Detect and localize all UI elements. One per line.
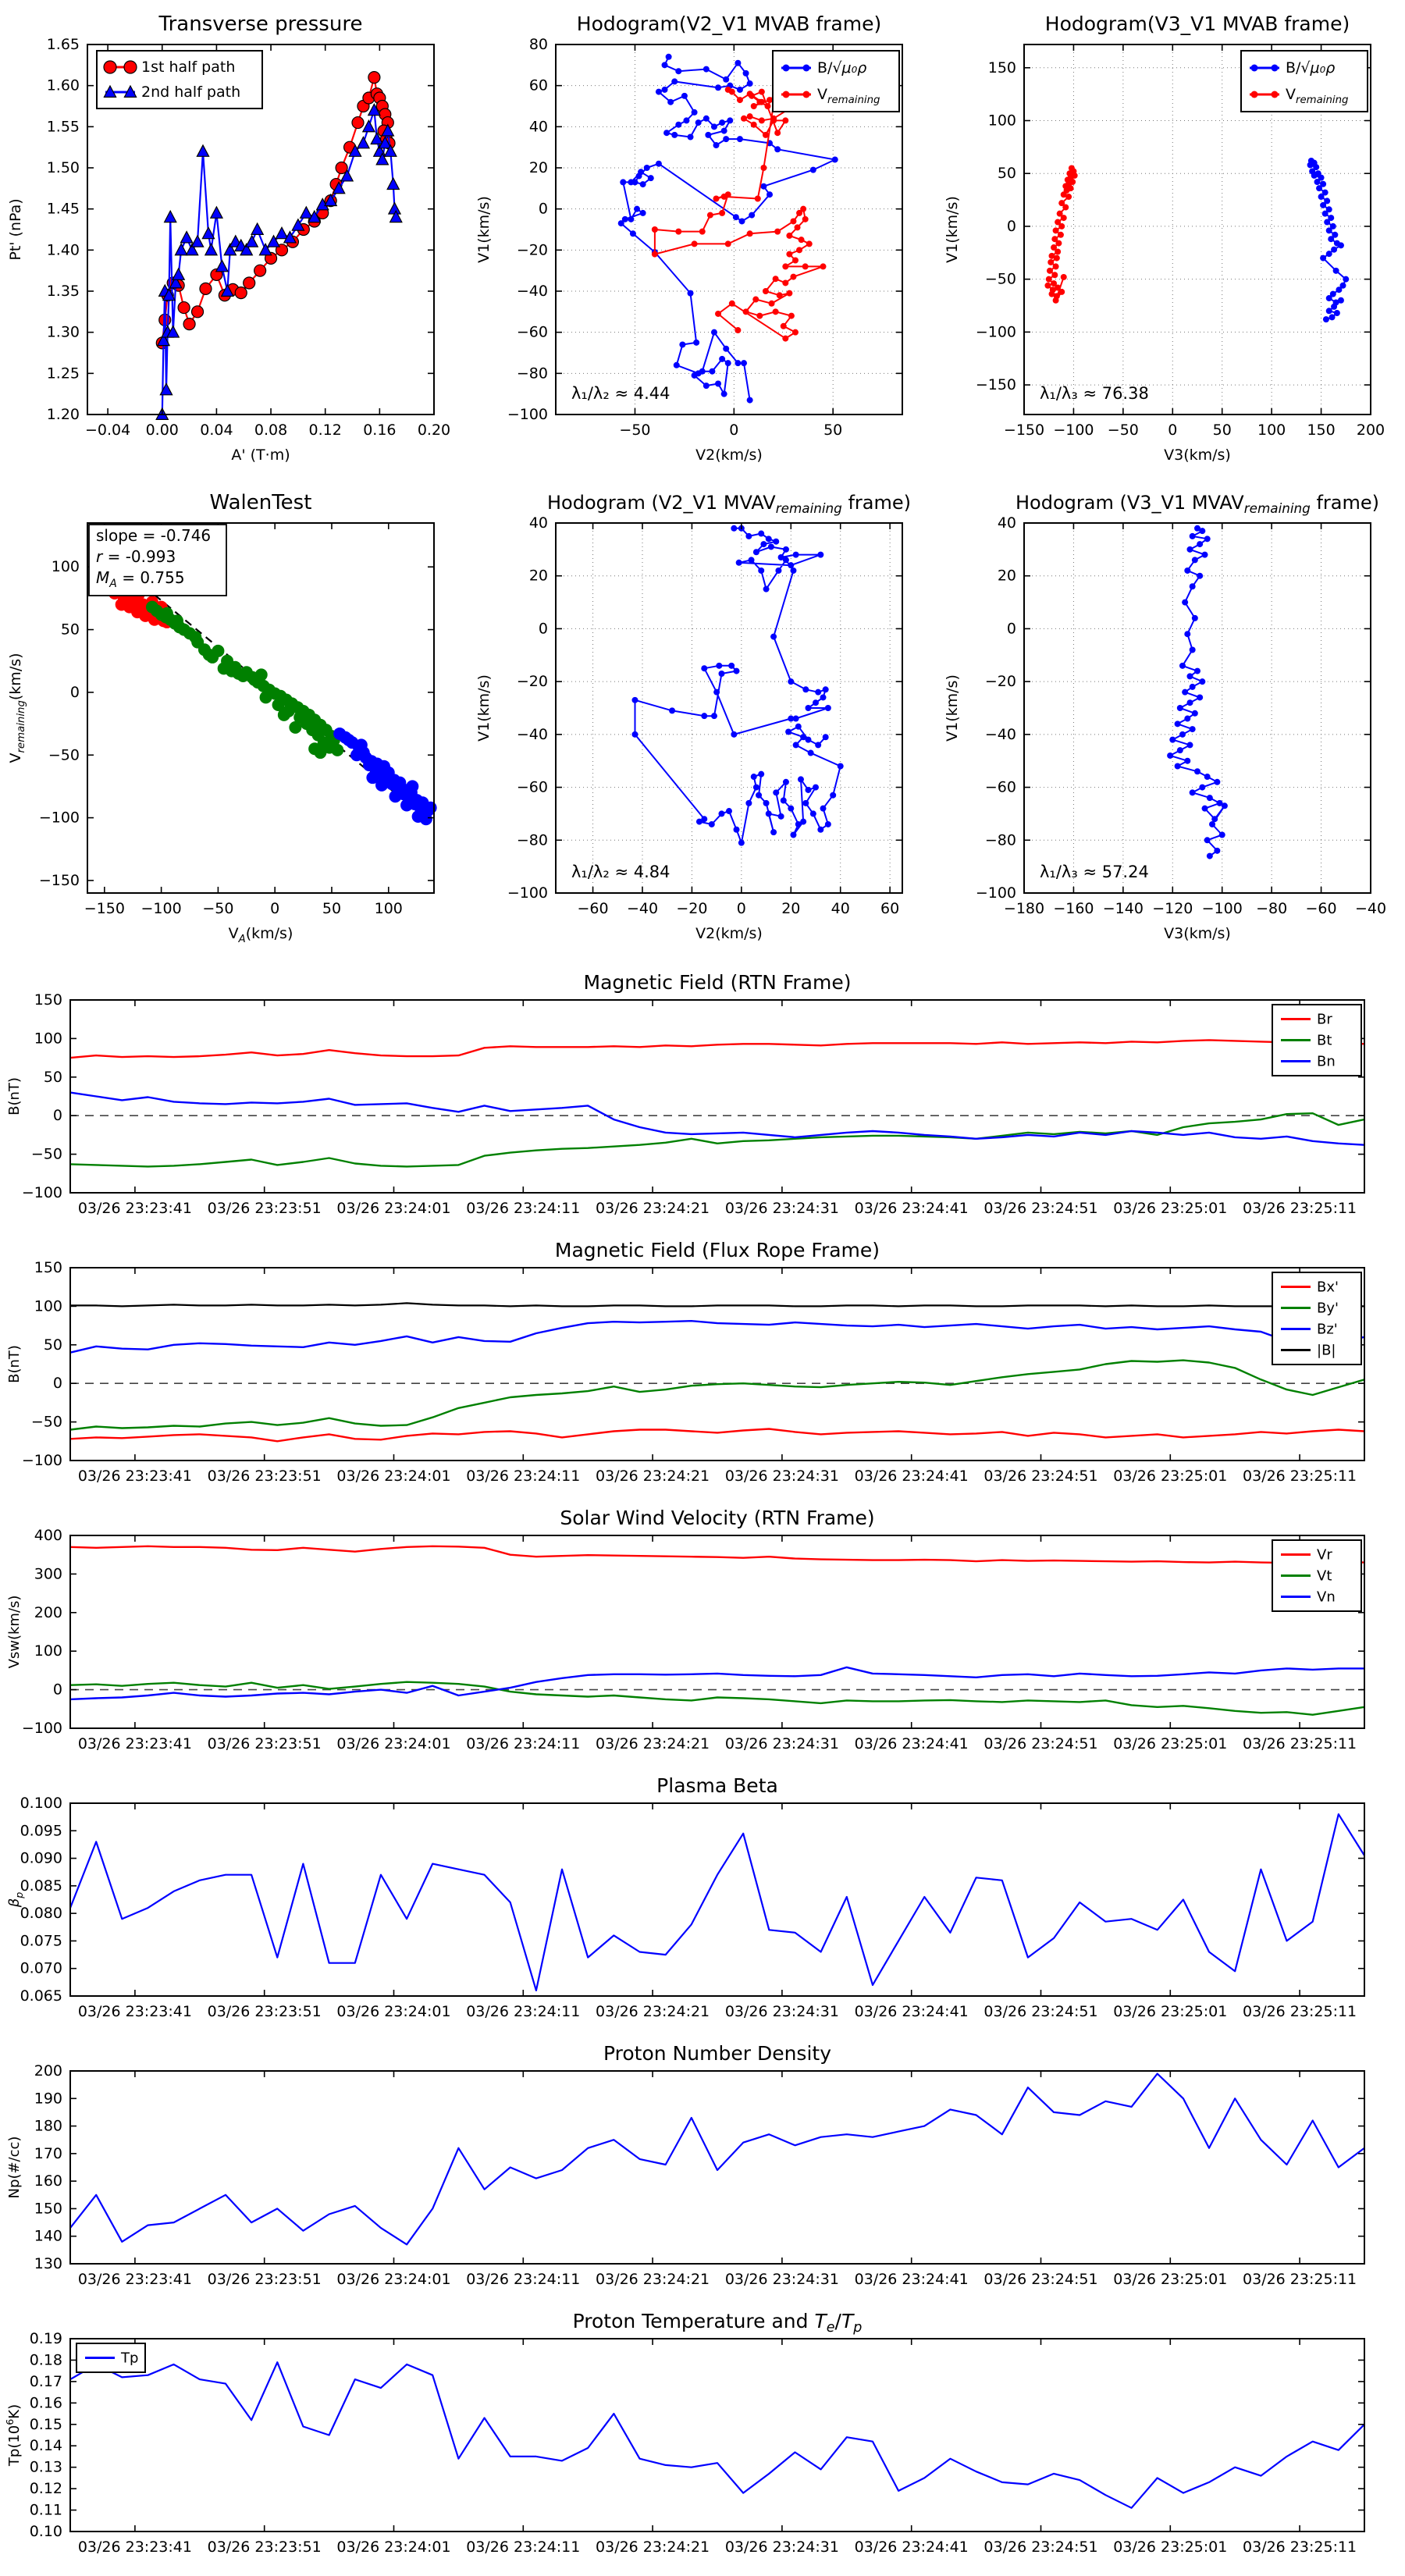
- legend-label: By': [1317, 1300, 1339, 1317]
- x-tick-label: 03/26 23:25:11: [1243, 2539, 1357, 2556]
- y-tick-label: −40: [984, 725, 1016, 743]
- y-tick-label: −100: [21, 1720, 62, 1737]
- y-tick-label: 400: [34, 1527, 62, 1544]
- y-tick-label: −80: [984, 831, 1016, 849]
- x-tick-label: 03/26 23:23:41: [77, 1200, 192, 1217]
- x-tick-label: 03/26 23:24:21: [596, 1200, 710, 1217]
- x-tick-label: 0.16: [363, 422, 397, 439]
- chart-svg-t4: [0, 1774, 1405, 2041]
- x-tick-label: 03/26 23:25:11: [1243, 1468, 1357, 1485]
- y-tick-label: −150: [38, 871, 80, 889]
- x-tick-label: 03/26 23:24:41: [854, 2539, 969, 2556]
- x-tick-label: −50: [1107, 422, 1139, 439]
- chart-svg-b3: [937, 482, 1405, 961]
- y-axis-label: B(nT): [6, 1345, 23, 1383]
- x-axis-label: A' (T·m): [231, 447, 290, 464]
- x-tick-label: 03/26 23:24:21: [596, 1735, 710, 1752]
- chart-title: Magnetic Field (RTN Frame): [583, 971, 852, 994]
- legend-label: Bz': [1317, 1321, 1338, 1338]
- stats-line: slope = -0.746: [96, 526, 212, 545]
- x-tick-label: 03/26 23:24:41: [854, 1735, 969, 1752]
- stats-line: $M_A = 0.755$: [96, 568, 185, 590]
- legend: [76, 2343, 145, 2372]
- legend-label: Bx': [1317, 1279, 1339, 1296]
- legend-label: B/√μ₀ρ: [817, 59, 867, 76]
- y-tick-label: 0: [538, 620, 548, 638]
- chart-title: Hodogram(V3_V1 MVAB frame): [1044, 12, 1350, 35]
- x-tick-label: 100: [374, 900, 403, 917]
- y-tick-label: 0.17: [29, 2372, 62, 2390]
- x-tick-label: 03/26 23:24:51: [984, 1200, 1098, 1217]
- x-tick-label: −100: [140, 900, 182, 917]
- x-tick-label: 03/26 23:24:21: [596, 2539, 710, 2556]
- x-tick-label: −60: [1305, 900, 1337, 917]
- y-axis-label: V1(km/s): [944, 196, 961, 263]
- x-tick-label: 03/26 23:23:51: [207, 2539, 322, 2556]
- y-tick-label: 80: [528, 36, 548, 53]
- x-tick-label: 03/26 23:24:11: [466, 2539, 581, 2556]
- y-tick-label: 100: [34, 1642, 62, 1660]
- y-tick-label: 0.11: [29, 2501, 62, 2519]
- x-tick-label: 200: [1356, 422, 1385, 439]
- chart-hodogram-v2v1-mvab: [468, 4, 937, 482]
- y-tick-label: −100: [507, 406, 548, 423]
- y-tick-label: −50: [984, 270, 1016, 288]
- y-tick-label: 0.12: [29, 2480, 62, 2498]
- legend: [97, 51, 262, 109]
- x-tick-label: 03/26 23:23:51: [207, 1468, 322, 1485]
- legend: [1272, 1540, 1361, 1611]
- x-tick-label: 03/26 23:23:51: [207, 2271, 322, 2288]
- chart-walen-test: [0, 482, 468, 961]
- y-tick-label: 0.15: [29, 2415, 62, 2433]
- x-tick-label: 0.20: [417, 422, 451, 439]
- legend-label: $V_{remaining}$: [1286, 86, 1349, 106]
- x-tick-label: 03/26 23:24:01: [336, 2003, 451, 2020]
- y-tick-label: 0.19: [29, 2330, 62, 2347]
- chart-title: Magnetic Field (Flux Rope Frame): [554, 1239, 880, 1261]
- legend-label: 1st half path: [141, 59, 236, 76]
- x-tick-label: −80: [1256, 900, 1288, 917]
- x-tick-label: 03/26 23:24:01: [336, 2271, 451, 2288]
- y-tick-label: −100: [21, 1452, 62, 1469]
- x-tick-label: 03/26 23:24:51: [984, 2003, 1098, 2020]
- chart-plasma-beta: [0, 1774, 1405, 2041]
- x-tick-label: 03/26 23:25:01: [1113, 1200, 1228, 1217]
- chart-title: Hodogram (V2_V1 $MVAV_{remaining}$ frame): [546, 492, 912, 516]
- y-tick-label: −100: [38, 809, 80, 827]
- x-tick-label: 0.04: [200, 422, 233, 439]
- chart-magnetic-field-rtn: [0, 970, 1405, 1238]
- x-tick-label: 03/26 23:24:41: [854, 2003, 969, 2020]
- stats-box: [89, 525, 226, 596]
- chart-svg-a1: [0, 4, 468, 482]
- x-tick-label: 03/26 23:23:41: [77, 2271, 192, 2288]
- x-tick-label: −150: [1003, 422, 1045, 439]
- x-tick-label: −150: [84, 900, 125, 917]
- y-tick-label: 20: [528, 159, 548, 176]
- y-tick-label: 0.080: [20, 1905, 62, 1923]
- x-tick-label: −100: [1201, 900, 1243, 917]
- x-tick-label: 03/26 23:24:01: [336, 2539, 451, 2556]
- x-tick-label: −160: [1053, 900, 1094, 917]
- y-tick-label: 1.50: [46, 159, 80, 176]
- y-tick-label: −60: [984, 778, 1016, 796]
- x-tick-label: 03/26 23:25:11: [1243, 2271, 1357, 2288]
- y-tick-label: 0.090: [20, 1849, 62, 1867]
- y-tick-label: −20: [516, 673, 548, 691]
- x-axis-label: $V_A(km/s)$: [228, 925, 293, 945]
- legend-label: $V_{remaining}$: [817, 86, 880, 106]
- x-tick-label: 03/26 23:24:31: [724, 2003, 839, 2020]
- y-tick-label: −20: [516, 241, 548, 259]
- x-tick-label: 03/26 23:24:01: [336, 1468, 451, 1485]
- y-axis-label: Pt' (nPa): [7, 198, 24, 261]
- stats-line: r = -0.993: [96, 547, 176, 566]
- x-tick-label: 03/26 23:25:01: [1113, 2003, 1228, 2020]
- x-tick-label: 03/26 23:24:01: [336, 1735, 451, 1752]
- y-tick-label: 0: [538, 200, 548, 218]
- chart-title: Plasma Beta: [656, 1774, 778, 1797]
- legend-label: Bn: [1317, 1053, 1336, 1070]
- y-tick-label: 150: [987, 59, 1016, 76]
- y-tick-label: −100: [21, 1184, 62, 1201]
- chart-svg-t6: [0, 2309, 1405, 2576]
- x-axis-label: V2(km/s): [695, 925, 763, 942]
- chart-title: Proton Number Density: [603, 2042, 831, 2065]
- annotation: λ₁/λ₂ ≈ 4.84: [571, 863, 670, 881]
- y-tick-label: 100: [34, 1297, 62, 1315]
- y-tick-label: 0.065: [20, 1987, 62, 2005]
- chart-hodogram-v2v1-mvav: [468, 482, 937, 961]
- annotation: λ₁/λ₃ ≈ 57.24: [1040, 863, 1149, 881]
- y-axis-label: B(nT): [6, 1077, 23, 1115]
- y-tick-label: 0.13: [29, 2458, 62, 2476]
- y-tick-label: 200: [34, 1603, 62, 1621]
- x-tick-label: −140: [1102, 900, 1144, 917]
- y-tick-label: 50: [60, 621, 80, 639]
- y-tick-label: 1.35: [46, 283, 80, 300]
- chart-solar-wind-velocity: [0, 1506, 1405, 1774]
- chart-title: Hodogram(V2_V1 MVAB frame): [576, 12, 882, 35]
- x-tick-label: 03/26 23:24:11: [466, 2271, 581, 2288]
- y-tick-label: 0.085: [20, 1877, 62, 1895]
- chart-svg-t1: [0, 970, 1405, 1238]
- x-tick-label: 03/26 23:24:21: [596, 2003, 710, 2020]
- x-tick-label: 03/26 23:25:11: [1243, 1200, 1357, 1217]
- y-tick-label: 0.075: [20, 1932, 62, 1950]
- annotation: λ₁/λ₂ ≈ 4.44: [571, 384, 670, 403]
- chart-magnetic-field-flux-rope: [0, 1238, 1405, 1506]
- x-tick-label: −20: [676, 900, 708, 917]
- x-tick-label: −50: [619, 422, 651, 439]
- y-tick-label: −150: [975, 376, 1016, 394]
- y-tick-label: −50: [30, 1145, 62, 1163]
- x-tick-label: 03/26 23:24:21: [596, 2271, 710, 2288]
- chart-svg-a3: [937, 4, 1405, 482]
- x-tick-label: 03/26 23:23:51: [207, 1200, 322, 1217]
- legend: [1272, 1005, 1361, 1076]
- x-tick-label: 150: [1307, 422, 1336, 439]
- x-tick-label: 40: [831, 900, 850, 917]
- legend-label: Tp: [121, 2350, 139, 2367]
- x-tick-label: 03/26 23:24:01: [336, 1200, 451, 1217]
- y-tick-label: 150: [34, 1259, 62, 1276]
- y-tick-label: −50: [30, 1413, 62, 1431]
- y-tick-label: 170: [34, 2144, 62, 2162]
- y-axis-label: Vsw(km/s): [6, 1595, 23, 1669]
- x-tick-label: 0.08: [254, 422, 288, 439]
- y-tick-label: 0.070: [20, 1959, 62, 1977]
- y-tick-label: −100: [975, 884, 1016, 902]
- legend-label: |B|: [1317, 1342, 1336, 1359]
- x-tick-label: 03/26 23:24:11: [466, 1468, 581, 1485]
- legend-label: Vt: [1317, 1567, 1332, 1585]
- legend-label: Vn: [1317, 1589, 1336, 1606]
- legend-label: Bt: [1317, 1032, 1332, 1049]
- y-tick-label: −60: [516, 778, 548, 796]
- y-tick-label: −80: [516, 365, 548, 382]
- x-tick-label: 03/26 23:24:21: [596, 1468, 710, 1485]
- chart-proton-number-density: [0, 2041, 1405, 2309]
- x-tick-label: −100: [1053, 422, 1094, 439]
- x-tick-label: 03/26 23:23:51: [207, 1735, 322, 1752]
- y-tick-label: 130: [34, 2255, 62, 2272]
- x-tick-label: 20: [781, 900, 801, 917]
- x-tick-label: 100: [1257, 422, 1286, 439]
- y-tick-label: 0.14: [29, 2437, 62, 2455]
- y-tick-label: 0.10: [29, 2523, 62, 2540]
- x-tick-label: 0: [1168, 422, 1178, 439]
- x-tick-label: 03/26 23:24:31: [724, 1735, 839, 1752]
- y-tick-label: 0.100: [20, 1795, 62, 1812]
- legend-label: 2nd half path: [141, 84, 241, 101]
- chart-hodogram-v3v1-mvav: [937, 482, 1405, 961]
- x-tick-label: 60: [880, 900, 900, 917]
- y-tick-label: 60: [528, 76, 548, 94]
- y-axis-label: $\beta_p$: [6, 1891, 25, 1908]
- x-tick-label: −50: [202, 900, 234, 917]
- chart-title: Transverse pressure: [158, 12, 363, 36]
- y-tick-label: 200: [34, 2062, 62, 2080]
- y-tick-label: 1.20: [46, 406, 80, 423]
- y-tick-label: 40: [528, 118, 548, 136]
- annotation: λ₁/λ₃ ≈ 76.38: [1040, 384, 1149, 403]
- x-tick-label: 03/26 23:23:41: [77, 2539, 192, 2556]
- y-tick-label: 190: [34, 2090, 62, 2108]
- x-tick-label: 0: [736, 900, 746, 917]
- y-tick-label: −20: [984, 673, 1016, 691]
- y-tick-label: 50: [43, 1336, 62, 1354]
- x-tick-label: 0.12: [308, 422, 342, 439]
- y-axis-label: $Tp(10^6K)$: [4, 2403, 23, 2467]
- x-tick-label: 03/26 23:25:11: [1243, 1735, 1357, 1752]
- legend-label: Vr: [1317, 1546, 1332, 1564]
- y-tick-label: 0: [52, 1681, 62, 1699]
- y-tick-label: 40: [997, 514, 1016, 532]
- chart-transverse-pressure: [0, 4, 468, 482]
- y-axis-label: Np(#/cc): [6, 2136, 23, 2199]
- x-tick-label: 50: [322, 900, 342, 917]
- y-tick-label: 0.18: [29, 2351, 62, 2369]
- x-tick-label: −40: [1354, 900, 1387, 917]
- x-tick-label: 03/26 23:23:41: [77, 1468, 192, 1485]
- y-tick-label: 0.16: [29, 2394, 62, 2412]
- y-tick-label: 100: [987, 112, 1016, 130]
- x-tick-label: 03/26 23:24:51: [984, 2271, 1098, 2288]
- y-tick-label: 1.40: [46, 241, 80, 259]
- y-tick-label: −40: [516, 725, 548, 743]
- chart-svg-b2: [468, 482, 937, 961]
- x-tick-label: 03/26 23:24:51: [984, 1468, 1098, 1485]
- y-axis-label: V1(km/s): [475, 674, 493, 742]
- chart-svg-b1: [0, 482, 468, 961]
- x-tick-label: 03/26 23:24:51: [984, 2539, 1098, 2556]
- y-axis-label: $V_{remaining}(km/s)$: [7, 653, 27, 763]
- x-tick-label: 03/26 23:23:51: [207, 2003, 322, 2020]
- x-tick-label: 03/26 23:24:31: [724, 1200, 839, 1217]
- y-tick-label: 150: [34, 991, 62, 1009]
- x-tick-label: 03/26 23:24:51: [984, 1735, 1098, 1752]
- y-tick-label: 50: [43, 1068, 62, 1086]
- x-axis-label: V3(km/s): [1164, 925, 1231, 942]
- y-tick-label: 0: [69, 683, 80, 701]
- x-tick-label: 03/26 23:24:31: [724, 2271, 839, 2288]
- legend-label: B/√μ₀ρ: [1286, 59, 1336, 76]
- x-tick-label: 50: [823, 422, 843, 439]
- y-tick-label: 1.45: [46, 200, 80, 218]
- chart-title: Proton Temperature and $T_e/T_p$: [572, 2310, 863, 2336]
- y-tick-label: 1.65: [46, 36, 80, 53]
- chart-hodogram-v3v1-mvab: [937, 4, 1405, 482]
- y-tick-label: 0.095: [20, 1822, 62, 1840]
- x-tick-label: 03/26 23:25:11: [1243, 2003, 1357, 2020]
- y-tick-label: 100: [51, 558, 80, 576]
- x-tick-label: 03/26 23:25:01: [1113, 2271, 1228, 2288]
- chart-svg-t2: [0, 1238, 1405, 1506]
- x-tick-label: 03/26 23:24:31: [724, 2539, 839, 2556]
- x-tick-label: −40: [626, 900, 659, 917]
- y-tick-label: −40: [516, 283, 548, 300]
- y-tick-label: 20: [997, 567, 1016, 585]
- x-tick-label: 03/26 23:24:11: [466, 2003, 581, 2020]
- x-tick-label: 0: [270, 900, 280, 917]
- y-tick-label: 150: [34, 2200, 62, 2218]
- y-tick-label: 0: [52, 1107, 62, 1125]
- y-tick-label: 180: [34, 2117, 62, 2135]
- chart-proton-temperature: [0, 2309, 1405, 2576]
- chart-svg-t5: [0, 2041, 1405, 2309]
- y-tick-label: −50: [48, 746, 80, 764]
- x-tick-label: 03/26 23:24:31: [724, 1468, 839, 1485]
- legend: [1241, 51, 1368, 112]
- x-tick-label: 03/26 23:24:41: [854, 2271, 969, 2288]
- x-tick-label: 03/26 23:24:11: [466, 1735, 581, 1752]
- x-tick-label: −180: [1003, 900, 1045, 917]
- y-tick-label: 1.60: [46, 76, 80, 94]
- x-tick-label: 0: [729, 422, 739, 439]
- x-tick-label: 03/26 23:23:41: [77, 2003, 192, 2020]
- x-tick-label: 03/26 23:25:01: [1113, 1735, 1228, 1752]
- x-tick-label: 03/26 23:25:01: [1113, 2539, 1228, 2556]
- x-tick-label: 50: [1212, 422, 1232, 439]
- y-tick-label: 0: [1006, 620, 1016, 638]
- chart-title: Solar Wind Velocity (RTN Frame): [560, 1507, 875, 1529]
- y-tick-label: −100: [975, 323, 1016, 341]
- x-axis-label: V3(km/s): [1164, 447, 1231, 464]
- y-tick-label: −100: [507, 884, 548, 902]
- y-tick-label: −80: [516, 831, 548, 849]
- x-tick-label: −0.04: [85, 422, 131, 439]
- y-tick-label: 160: [34, 2172, 62, 2190]
- x-axis-label: V2(km/s): [695, 447, 763, 464]
- x-tick-label: −120: [1152, 900, 1193, 917]
- y-tick-label: 100: [34, 1030, 62, 1048]
- y-axis-label: V1(km/s): [944, 674, 961, 742]
- legend: [1272, 1272, 1361, 1364]
- y-tick-label: 50: [997, 165, 1016, 183]
- y-tick-label: 0: [1006, 217, 1016, 235]
- y-tick-label: 20: [528, 567, 548, 585]
- x-tick-label: 03/26 23:24:41: [854, 1200, 969, 1217]
- y-tick-label: 140: [34, 2227, 62, 2245]
- chart-svg-t3: [0, 1506, 1405, 1774]
- x-tick-label: 03/26 23:24:41: [854, 1468, 969, 1485]
- x-tick-label: 03/26 23:23:41: [77, 1735, 192, 1752]
- legend-label: Br: [1317, 1011, 1332, 1028]
- chart-title: Hodogram (V3_V1 $MVAV_{remaining}$ frame): [1015, 492, 1380, 516]
- y-tick-label: −60: [516, 323, 548, 341]
- y-tick-label: 0: [52, 1375, 62, 1393]
- chart-svg-a2: [468, 4, 937, 482]
- y-tick-label: 1.55: [46, 118, 80, 136]
- x-tick-label: 03/26 23:24:11: [466, 1200, 581, 1217]
- x-tick-label: 0.00: [145, 422, 179, 439]
- x-tick-label: −60: [577, 900, 609, 917]
- y-tick-label: 1.25: [46, 365, 80, 382]
- y-axis-label: V1(km/s): [475, 196, 493, 263]
- y-tick-label: 300: [34, 1565, 62, 1583]
- chart-title: WalenTest: [209, 491, 312, 514]
- y-tick-label: 1.30: [46, 323, 80, 341]
- legend: [773, 51, 899, 112]
- x-tick-label: 03/26 23:25:01: [1113, 1468, 1228, 1485]
- y-tick-label: 40: [528, 514, 548, 532]
